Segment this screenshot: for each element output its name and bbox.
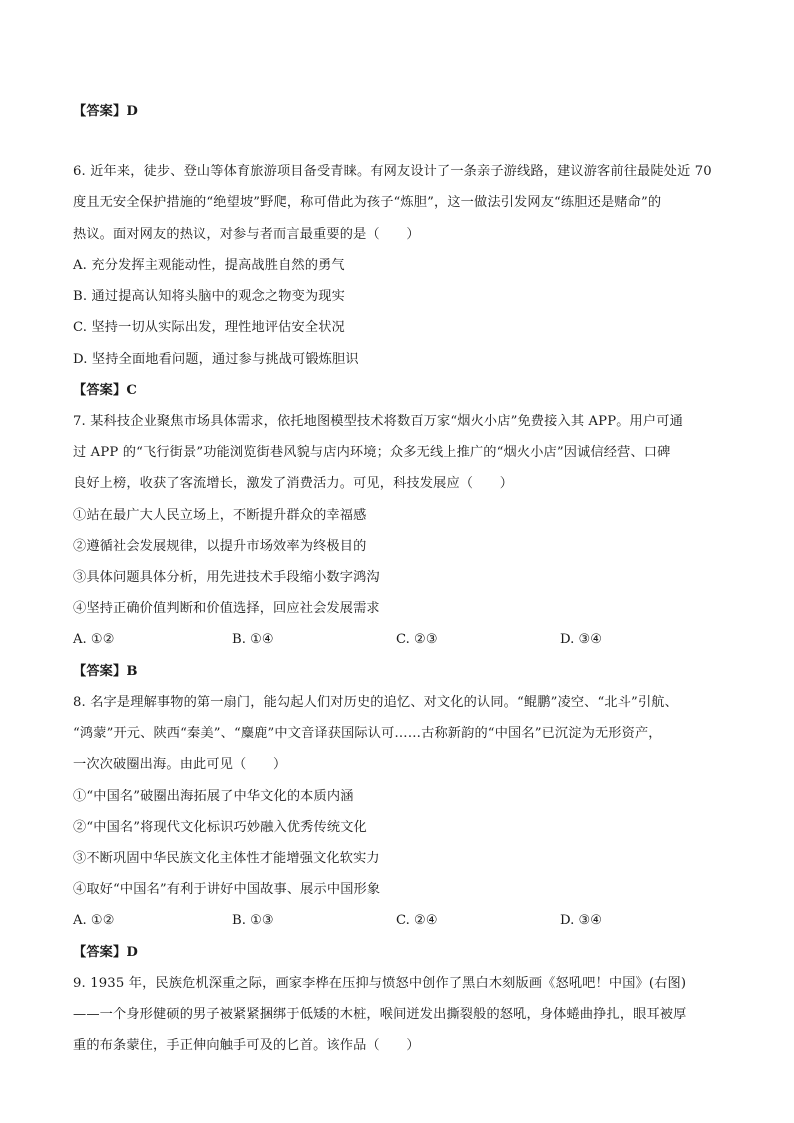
answer-q7: 【答案】B (73, 664, 138, 679)
q7-stem-line-2: 过 APP 的“飞行街景”功能浏览街巷风貌与店内环境；众多无线上推广的“烟火小店”因诚信经营、口碑 (73, 445, 671, 460)
q7-item-3: ③具体问题具体分析，用先进技术手段缩小数字鸿沟 (73, 570, 380, 585)
q6-option-b: B. 通过提高认知将头脑中的观念之物变为现实 (73, 289, 345, 304)
q6-stem-line-3: 热议。面对网友的热议，对参与者而言最重要的是（ ） (73, 227, 420, 242)
q6-stem-line-2: 度且无安全保护措施的“绝望坡”野爬，称可借此为孩子“炼胆”，这一做法引发网友“练胆还是赌命”的 (73, 195, 662, 210)
q8-stem-line-1: 8. 名字是理解事物的第一扇门，能勾起人们对历史的追忆、对文化的认同。“鲲鹏”凌空、“北斗”引航、 (73, 695, 678, 710)
q9-stem-line-2: ——一个身形健硕的男子被紧紧捆绑于低矮的木桩，喉间迸发出撕裂般的怒吼，身体蜷曲挣扎，眼耳被厚 (73, 1007, 687, 1022)
q7-choice-c: C. ②③ (396, 632, 438, 647)
q8-choice-b: B. ①③ (232, 913, 274, 928)
q7-choice-b: B. ①④ (232, 632, 274, 647)
q7-stem-line-3: 良好上榜，收获了客流增长，激发了消费活力。可见，科技发展应（ ） (73, 476, 514, 491)
q8-item-3: ③不断巩固中华民族文化主体性才能增强文化软实力 (73, 851, 380, 866)
q6-stem-line-1: 6. 近年来，徒步、登山等体育旅游项目备受青睐。有网友设计了一条亲子游线路，建议游客前往最陡处近 70 (73, 164, 712, 179)
q8-stem-line-3: 一次次破圈出海。由此可见（ ） (73, 757, 287, 772)
q6-option-d: D. 坚持全面地看问题，通过参与挑战可锻炼胆识 (73, 352, 359, 367)
q8-item-2: ②“中国名”将现代文化标识巧妙融入优秀传统文化 (73, 820, 367, 835)
q8-choice-a: A. ①② (73, 913, 115, 928)
q8-item-4: ④取好“中国名”有利于讲好中国故事、展示中国形象 (73, 882, 381, 897)
q9-stem-line-1: 9. 1935 年，民族危机深重之际，画家李桦在压抑与愤怒中创作了黑白木刻版画《怒吼吧！中国》(右图) (73, 976, 687, 991)
q7-stem-line-1: 7. 某科技企业聚焦市场具体需求，依托地图模型技术将数百万家“烟火小店”免费接入其 APP。用户可通 (73, 414, 683, 429)
q7-item-4: ④坚持正确价值判断和价值选择，回应社会发展需求 (73, 601, 380, 616)
q6-option-a: A. 充分发挥主观能动性，提高战胜自然的勇气 (73, 258, 345, 273)
q7-choice-a: A. ①② (73, 632, 115, 647)
answer-q5: 【答案】D (73, 104, 138, 119)
q8-item-1: ①“中国名”破圈出海拓展了中华文化的本质内涵 (73, 789, 354, 804)
answer-q8: 【答案】D (73, 945, 138, 960)
answer-q6: 【答案】C (73, 383, 137, 398)
q7-item-1: ①站在最广大人民立场上，不断提升群众的幸福感 (73, 508, 367, 523)
q7-choice-d: D. ③④ (560, 632, 603, 647)
q7-item-2: ②遵循社会发展规律，以提升市场效率为终极目的 (73, 539, 367, 554)
q6-option-c: C. 坚持一切从实际出发，理性地评估安全状况 (73, 320, 345, 335)
q8-stem-line-2: “鸿蒙”开元、陕西“秦美”、“麋鹿”中文音译获国际认可……古称新韵的“中国名”已沉淀为无形资产， (73, 726, 662, 741)
q9-stem-line-3: 重的布条蒙住，手正伸向触手可及的匕首。该作品（ ） (73, 1038, 420, 1053)
q8-choice-c: C. ②④ (396, 913, 438, 928)
q8-choice-d: D. ③④ (560, 913, 603, 928)
